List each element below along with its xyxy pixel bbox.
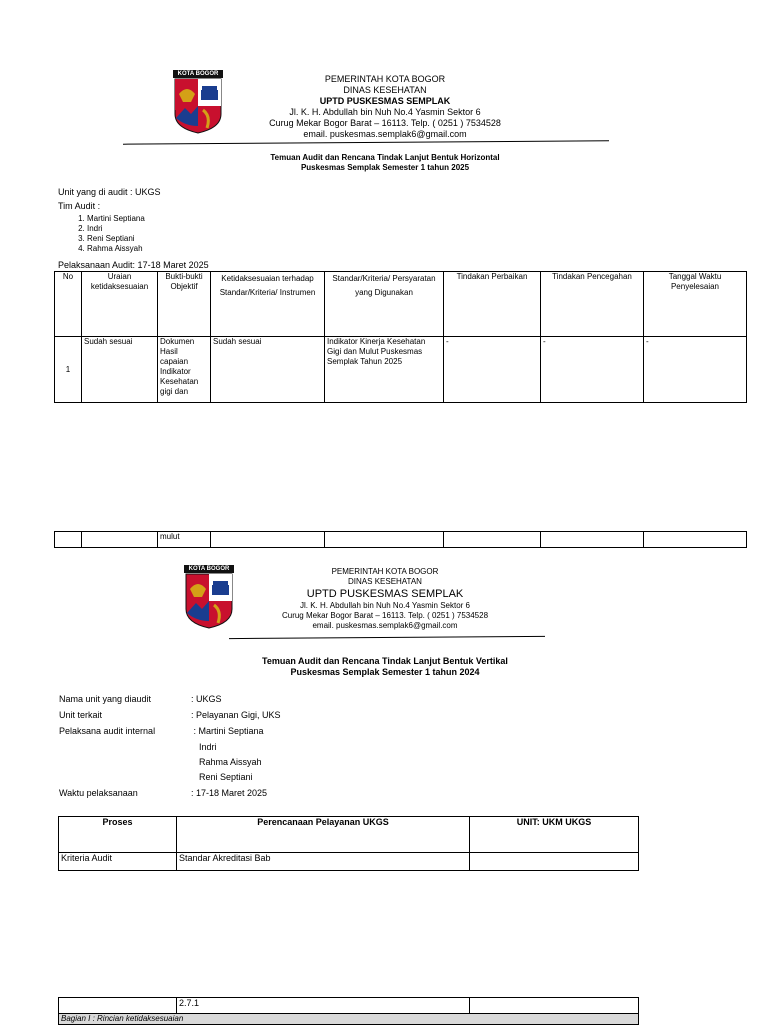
cell-no: 1 — [55, 337, 82, 403]
audit-team-label: Tim Audit : — [58, 201, 101, 211]
cell-nonconformity — [211, 532, 325, 548]
title-line-1: Temuan Audit dan Rencana Tindak Lanjut Bentuk Vertikal — [262, 656, 508, 666]
header-dept: DINAS KESEHATAN — [343, 85, 427, 95]
logo-lettering: KOTA BOGOR — [188, 566, 230, 572]
cell-deadline: - — [644, 337, 747, 403]
col-preventive: Tindakan Pencegahan — [541, 272, 644, 337]
cell-criteria-value: Standar Akreditasi Bab — [177, 853, 470, 871]
cell-evidence: mulut — [158, 532, 211, 548]
cell-description — [82, 532, 158, 548]
section-heading: Bagian I : Rincian ketidaksesuaian — [59, 1014, 639, 1025]
title-line-2: Puskesmas Semplak Semester 1 tahun 2024 — [290, 667, 480, 677]
horizontal-audit-table — [54, 271, 747, 403]
cell-empty — [470, 853, 639, 871]
header-divider — [123, 140, 609, 144]
vertical-audit-table-continued — [58, 997, 639, 1025]
col-deadline: Tanggal Waktu Penyelesaian — [644, 272, 747, 337]
info-value: Rahma Aissyah — [199, 757, 262, 767]
col-nonconformity: Ketidaksesuaian terhadap Standar/Kriteria/ Instrumen — [211, 272, 325, 337]
cell-evidence: Dokumen Hasil capaian Indikator Kesehatan gigi dan — [158, 337, 211, 403]
header-gov: PEMERINTAH KOTA BOGOR — [324, 74, 446, 84]
col-unit: UNIT: UKM UKGS — [470, 817, 639, 853]
header-email: email. puskesmas.semplak6@gmail.com — [312, 621, 458, 630]
kota-bogor-logo — [173, 70, 223, 134]
info-value: Indri — [199, 742, 217, 752]
info-label: Waktu pelaksanaan — [59, 788, 138, 798]
info-value: : 17-18 Maret 2025 — [191, 788, 268, 798]
audit-info — [59, 694, 459, 804]
col-no: No — [55, 272, 82, 337]
header-divider — [229, 636, 545, 639]
col-process: Proses — [59, 817, 177, 853]
horizontal-audit-table-continued — [54, 531, 747, 548]
cell-corrective: - — [444, 337, 541, 403]
info-label: Nama unit yang diaudit — [59, 694, 152, 704]
title-line-1: Temuan Audit dan Rencana Tindak Lanjut Bentuk Horizontal — [270, 153, 500, 162]
title-line-2: Puskesmas Semplak Semester 1 tahun 2025 — [300, 163, 470, 172]
section-row — [59, 1014, 639, 1025]
cell-preventive: - — [541, 337, 644, 403]
cell-description: Sudah sesuai — [82, 337, 158, 403]
table-row — [55, 337, 747, 403]
info-value: : UKGS — [191, 694, 222, 704]
audit-unit: Unit yang di audit : UKGS — [58, 187, 161, 197]
header-org: UPTD PUSKESMAS SEMPLAK — [319, 96, 451, 106]
vertical-audit-table — [58, 816, 639, 871]
header-phone: Curug Mekar Bogor Barat – 16113. Telp. ( 0251 ) 7534528 — [281, 611, 489, 620]
table-row — [55, 532, 747, 548]
table-header-row — [59, 817, 639, 853]
audit-date: Pelaksanaan Audit: 17-18 Maret 2025 — [58, 260, 209, 270]
info-value: : Pelayanan Gigi, UKS — [191, 710, 281, 720]
document-title — [160, 656, 610, 678]
cell-deadline — [644, 532, 747, 548]
cell-no — [55, 532, 82, 548]
col-standard: Standar/Kriteria/ Persyaratan yang Digunakan — [325, 272, 444, 337]
info-value: Reni Septiani — [199, 772, 253, 782]
header-address: Jl. K. H. Abdullah bin Nuh No.4 Yasmin Sektor 6 — [299, 601, 470, 610]
logo-lettering: KOTA BOGOR — [177, 71, 219, 77]
kota-bogor-logo — [184, 565, 234, 629]
col-description: Uraian ketidaksesuaian — [82, 272, 158, 337]
cell-criteria-label: Kriteria Audit — [59, 853, 177, 871]
cell-standard — [325, 532, 444, 548]
cell-nonconformity: Sudah sesuai — [211, 337, 325, 403]
letterhead — [235, 567, 535, 631]
team-member: 4. Rahma Aissyah — [87, 244, 287, 254]
col-corrective: Tindakan Perbaikan — [444, 272, 541, 337]
info-label: Pelaksana audit internal — [59, 726, 156, 736]
team-member: 3. Reni Septiani — [87, 234, 287, 244]
header-org: UPTD PUSKESMAS SEMPLAK — [306, 588, 464, 600]
team-member: 1. Martini Septiana — [87, 214, 287, 224]
table-row — [59, 998, 639, 1014]
header-address: Jl. K. H. Abdullah bin Nuh No.4 Yasmin Sektor 6 — [289, 107, 481, 117]
info-label: Unit terkait — [59, 710, 103, 720]
cell-empty — [59, 998, 177, 1014]
cell-corrective — [444, 532, 541, 548]
header-gov: PEMERINTAH KOTA BOGOR — [331, 567, 439, 576]
header-phone: Curug Mekar Bogor Barat – 16113. Telp. ( 0251 ) 7534528 — [269, 118, 501, 128]
cell-preventive — [541, 532, 644, 548]
header-email: email. puskesmas.semplak6@gmail.com — [303, 129, 467, 139]
document-title — [160, 153, 610, 173]
letterhead — [240, 74, 530, 140]
info-value: : Martini Septiana — [191, 726, 264, 736]
table-row — [59, 853, 639, 871]
audit-team-list — [57, 214, 287, 254]
team-member: 2. Indri — [87, 224, 287, 234]
col-planning: Perencanaan Pelayanan UKGS — [177, 817, 470, 853]
cell-criteria-code: 2.7.1 — [177, 998, 470, 1014]
col-evidence: Bukti-bukti Objektif — [158, 272, 211, 337]
header-dept: DINAS KESEHATAN — [348, 577, 422, 586]
cell-empty — [470, 998, 639, 1014]
cell-standard: Indikator Kinerja Kesehatan Gigi dan Mulut Puskesmas Semplak Tahun 2025 — [325, 337, 444, 403]
